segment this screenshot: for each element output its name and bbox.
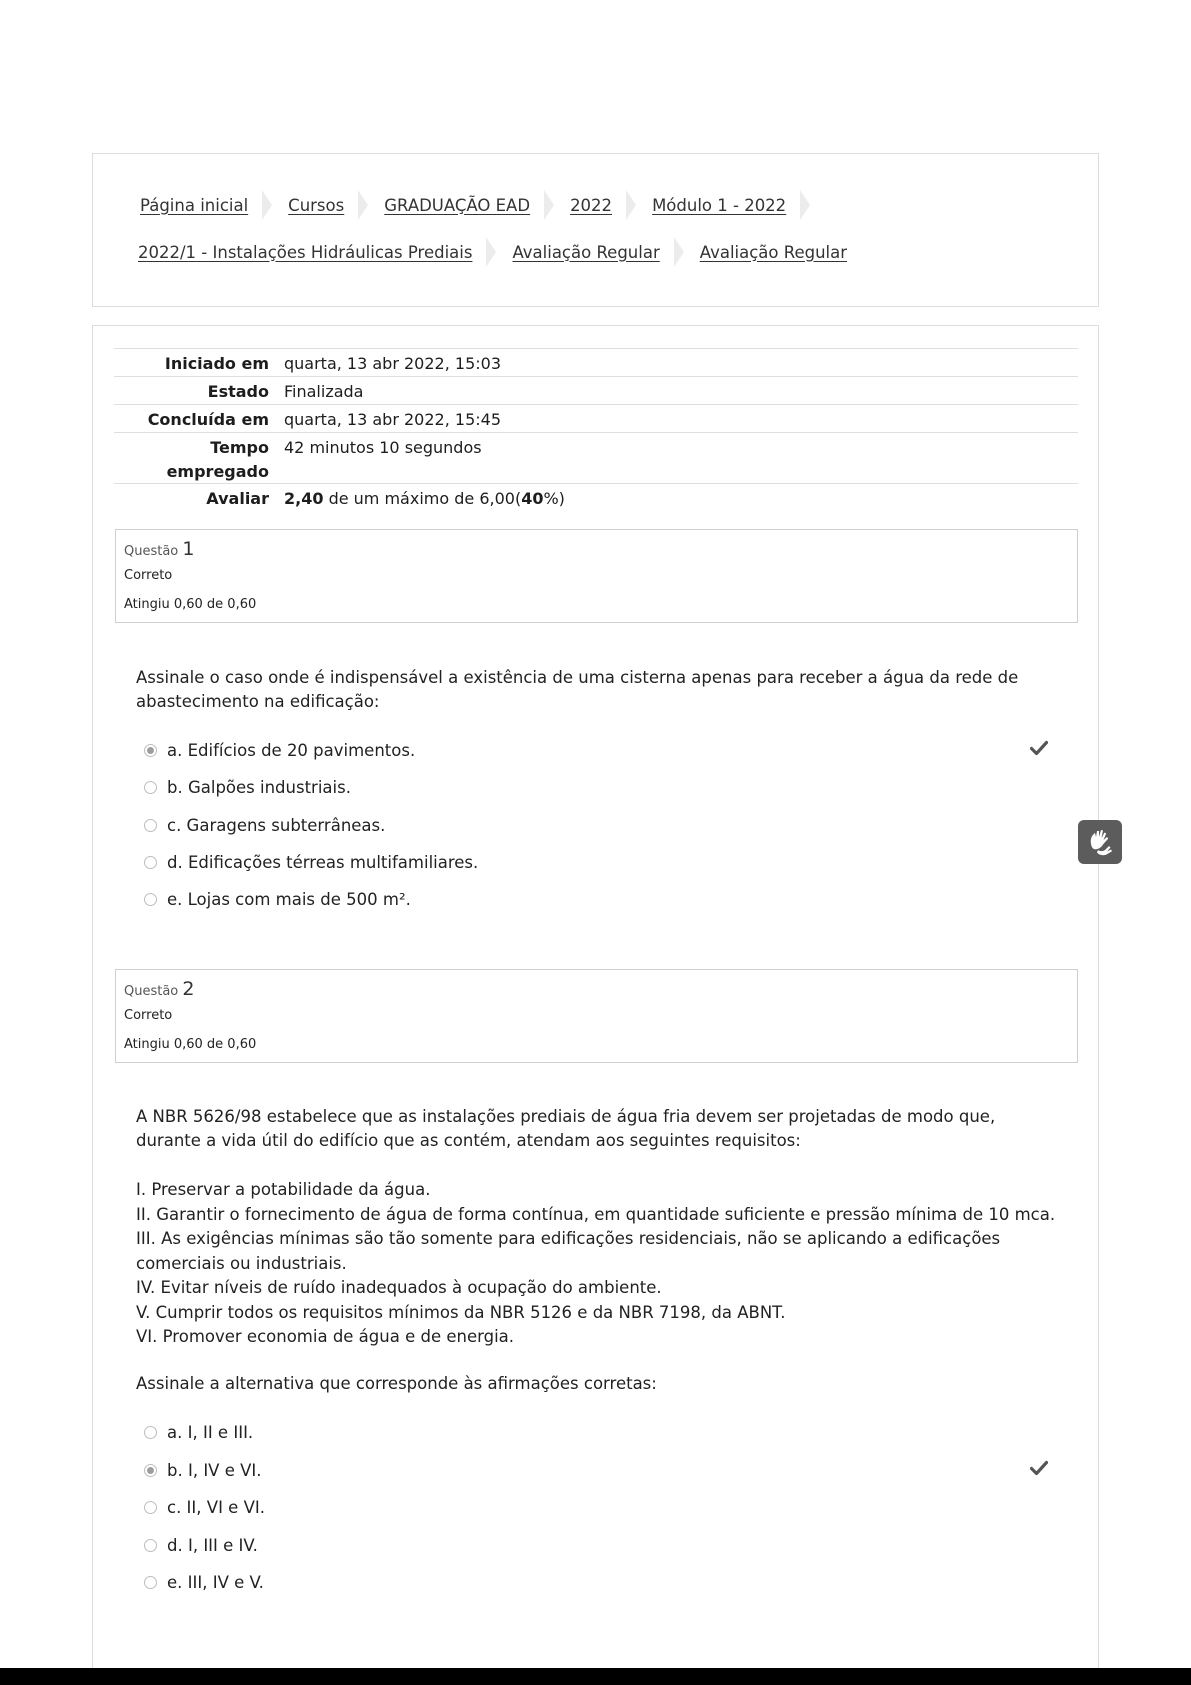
answer-option[interactable] [144, 813, 385, 837]
question-number [124, 978, 195, 1000]
breadcrumb-graduacao[interactable]: GRADUAÇÃO EAD [384, 195, 531, 215]
radio[interactable] [144, 1539, 157, 1552]
statement: III. As exigências mínimas são tão somente para edificações residenciais, não se aplicando a edificações comerciais ou industriais. [136, 1229, 1001, 1273]
statement: IV. Evitar níveis de ruído inadequados à ocupação do ambiente. [136, 1278, 662, 1297]
radio[interactable] [144, 1426, 157, 1439]
summary-label-line: Tempo [210, 438, 269, 457]
summary-label: Concluída em [147, 410, 269, 429]
breadcrumb-panel [92, 153, 1099, 307]
summary-row-started [114, 348, 1078, 376]
radio[interactable] [144, 819, 157, 832]
breadcrumb-assessment-current[interactable]: Avaliação Regular [699, 242, 848, 262]
question-text: Assinale o caso onde é indispensável a existência de uma cisterna apenas para receber a água da rede de abastecimento na edificação: [136, 668, 1019, 711]
question-grade: Atingiu 0,60 de 0,60 [124, 1037, 257, 1052]
question-label: Questão [124, 984, 179, 999]
summary-value: Finalizada [284, 382, 364, 401]
option-label: a. I, II e III. [167, 1422, 254, 1442]
breadcrumb-separator [800, 190, 810, 220]
summary-label: Estado [207, 382, 269, 401]
breadcrumb-course[interactable]: 2022/1 - Instalações Hidráulicas Prediais [138, 242, 473, 262]
breadcrumb-home[interactable]: Página inicial [140, 195, 249, 215]
option-label: e. Lojas com mais de 500 m². [167, 889, 411, 909]
grade-percent: 40 [521, 489, 544, 508]
grade-text: de um máximo de 6,00( [323, 489, 522, 508]
breadcrumb-separator [626, 190, 636, 220]
answer-option[interactable] [144, 850, 478, 874]
answer-option[interactable] [144, 887, 411, 911]
radio[interactable] [144, 856, 157, 869]
radio[interactable] [144, 893, 157, 906]
answer-option[interactable] [144, 775, 351, 799]
sign-language-button[interactable] [1078, 820, 1122, 864]
question-text: A NBR 5626/98 estabelece que as instalações prediais de água fria devem ser projetadas de modo que, durante a vida útil do edifício que as contém, atendam aos seguintes requisitos: [136, 1107, 996, 1150]
question-info-2 [115, 969, 1078, 1063]
radio-selected[interactable] [144, 744, 157, 757]
grade-score: 2,40 [284, 489, 324, 508]
answer-option[interactable] [144, 1420, 253, 1444]
radio[interactable] [144, 781, 157, 794]
summary-label [114, 436, 269, 484]
statement: II. Garantir o fornecimento de água de forma contínua, em quantidade suficiente e pressão mínima de 10 mca. [136, 1204, 1056, 1224]
statement: V. Cumprir todos os requisitos mínimos da NBR 5126 e da NBR 7198, da ABNT. [136, 1302, 786, 1322]
summary-value: quarta, 13 abr 2022, 15:03 [284, 354, 501, 373]
breadcrumb-courses[interactable]: Cursos [288, 195, 345, 215]
radio[interactable] [144, 1501, 157, 1514]
answer-option[interactable] [144, 1458, 262, 1482]
breadcrumb-separator [674, 237, 684, 267]
option-label: d. I, III e IV. [167, 1535, 258, 1555]
question-number [124, 538, 195, 560]
summary-row-time [114, 432, 1078, 483]
summary-label: Avaliar [206, 489, 269, 508]
check-icon [1030, 740, 1048, 756]
question-state: Correto [124, 568, 173, 583]
grade-tail: %) [543, 489, 565, 508]
answer-option[interactable] [144, 1570, 264, 1594]
sign-language-icon [1078, 820, 1122, 864]
summary-label-line: empregado [166, 462, 269, 481]
breadcrumb-separator [262, 190, 272, 220]
summary-row-state [114, 376, 1078, 404]
attempt-summary-table [114, 348, 1078, 512]
statement: I. Preservar a potabilidade da água. [136, 1180, 431, 1199]
breadcrumb-separator [544, 190, 554, 220]
summary-label: Iniciado em [164, 354, 269, 373]
option-label: b. Galpões industriais. [167, 777, 351, 797]
question-number-value: 2 [182, 978, 195, 1000]
answer-option[interactable] [144, 1533, 258, 1557]
breadcrumb-separator [358, 190, 368, 220]
statement: VI. Promover economia de água e de energia. [136, 1327, 515, 1346]
breadcrumb-separator [486, 237, 496, 267]
summary-row-completed [114, 404, 1078, 432]
breadcrumb-module[interactable]: Módulo 1 - 2022 [652, 195, 787, 215]
breadcrumb-year[interactable]: 2022 [570, 195, 613, 215]
option-label: a. Edifícios de 20 pavimentos. [167, 740, 416, 760]
summary-value: 42 minutos 10 segundos [284, 438, 482, 457]
question-prompt: Assinale a alternativa que corresponde às afirmações corretas: [136, 1374, 657, 1393]
option-label: c. Garagens subterrâneas. [167, 815, 386, 835]
summary-value [284, 489, 565, 509]
option-label: b. I, IV e VI. [167, 1460, 262, 1480]
summary-row-grade [114, 483, 1078, 512]
statement-list [136, 1178, 1056, 1350]
summary-value: quarta, 13 abr 2022, 15:45 [284, 410, 501, 429]
option-label: d. Edificações térreas multifamiliares. [167, 852, 479, 872]
check-icon [1030, 1460, 1048, 1476]
question-number-value: 1 [182, 538, 195, 560]
question-grade: Atingiu 0,60 de 0,60 [124, 597, 257, 612]
bottom-bar [0, 1668, 1191, 1685]
breadcrumb-assessment[interactable]: Avaliação Regular [512, 242, 660, 262]
radio-selected[interactable] [144, 1464, 157, 1477]
question-info-1 [115, 529, 1078, 623]
radio[interactable] [144, 1576, 157, 1589]
answer-option[interactable] [144, 1495, 265, 1519]
option-label: c. II, VI e VI. [167, 1497, 265, 1517]
question-state: Correto [124, 1008, 173, 1023]
question-label: Questão [124, 544, 179, 559]
answer-option[interactable] [144, 738, 415, 762]
option-label: e. III, IV e V. [167, 1572, 264, 1592]
